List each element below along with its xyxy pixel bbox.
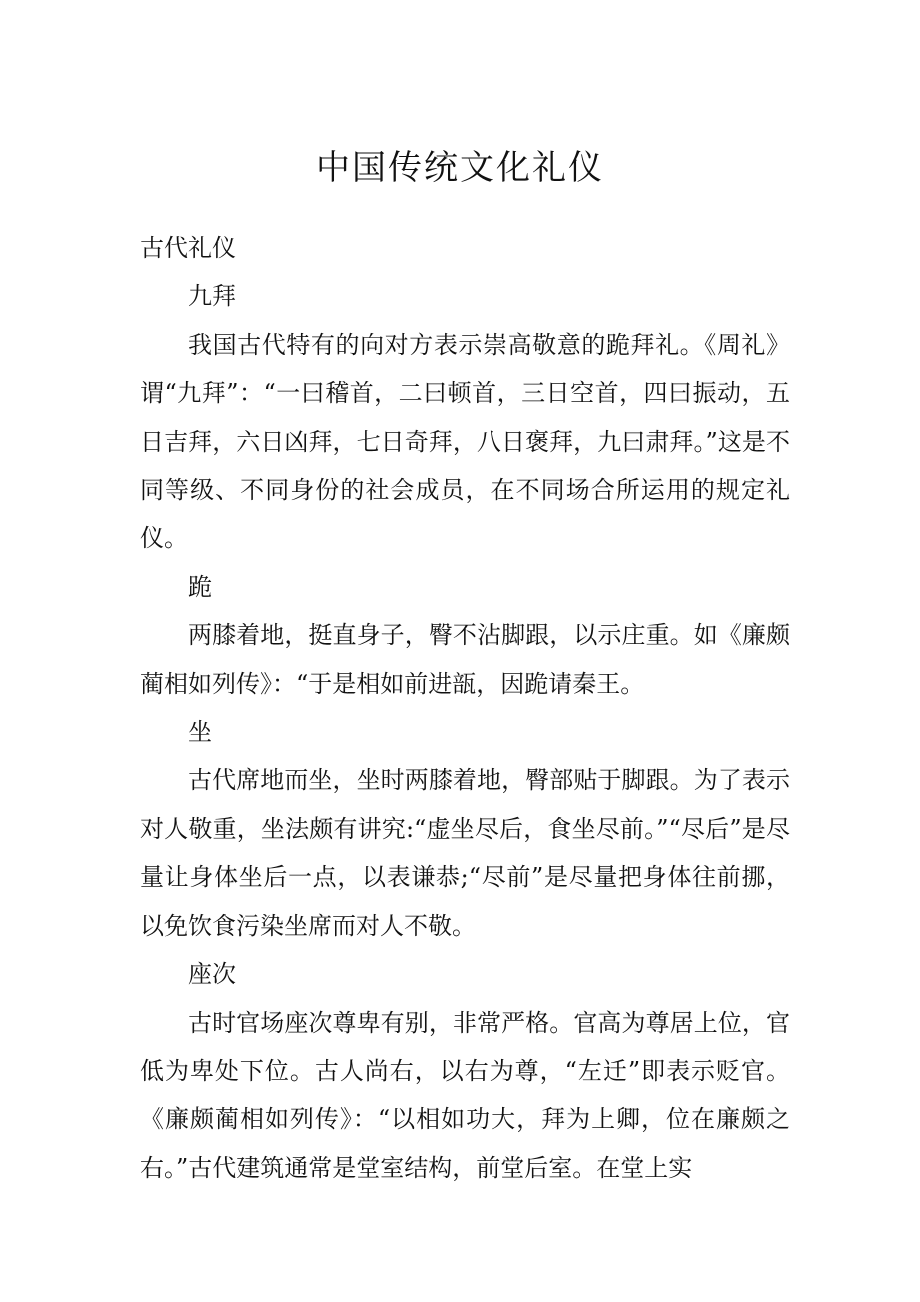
document-body [140,224,790,1192]
entry-heading-zuoci: 座次 [188,960,236,989]
entry-text-zuo: 古代席地而坐，坐时两膝着地，臀部贴于脚跟。为了表示对人敬重，坐法颇有讲究:“虚坐尽后，食坐尽前。”“尽后”是尽量让身体坐后一点，以表谦恭;“尽前”是尽量把身体往前挪，以免饮食污染坐席而对人不敬。 [140,766,790,940]
section-heading: 古代礼仪 [140,234,236,262]
entry-heading-jiubai: 九拜 [188,282,236,311]
entry-text-zuoci: 古时官场座次尊卑有别，非常严格。官高为尊居上位，官低为卑处下位。古人尚右，以右为尊，“左迁”即表示贬官。《廉颇蔺相如列传》：“以相如功大，拜为上卿，位在廉颇之右。”古代建筑通常是堂室结构，前堂后室。在堂上实 [140,1008,790,1182]
entry-text-gui: 两膝着地，挺直身子，臀不沾脚跟，以示庄重。如《廉颇蔺相如列传》：“于是相如前进瓿，因跪请秦王。 [140,621,790,698]
entry-text-jiubai: 我国古代特有的向对方表示崇高敬意的跪拜礼。《周礼》谓“九拜”：“一曰稽首，二曰顿首，三日空首，四曰振动，五日吉拜，六日凶拜，七日奇拜，八日褒拜，九曰肃拜。”这是不同等级、不同身份的社会成员，在不同场合所运用的规定礼仪。 [140,330,790,553]
entry-heading-zuo: 坐 [188,718,212,747]
document-title: 中国传统文化礼仪 [316,148,604,188]
entry-heading-gui: 跪 [188,572,212,601]
